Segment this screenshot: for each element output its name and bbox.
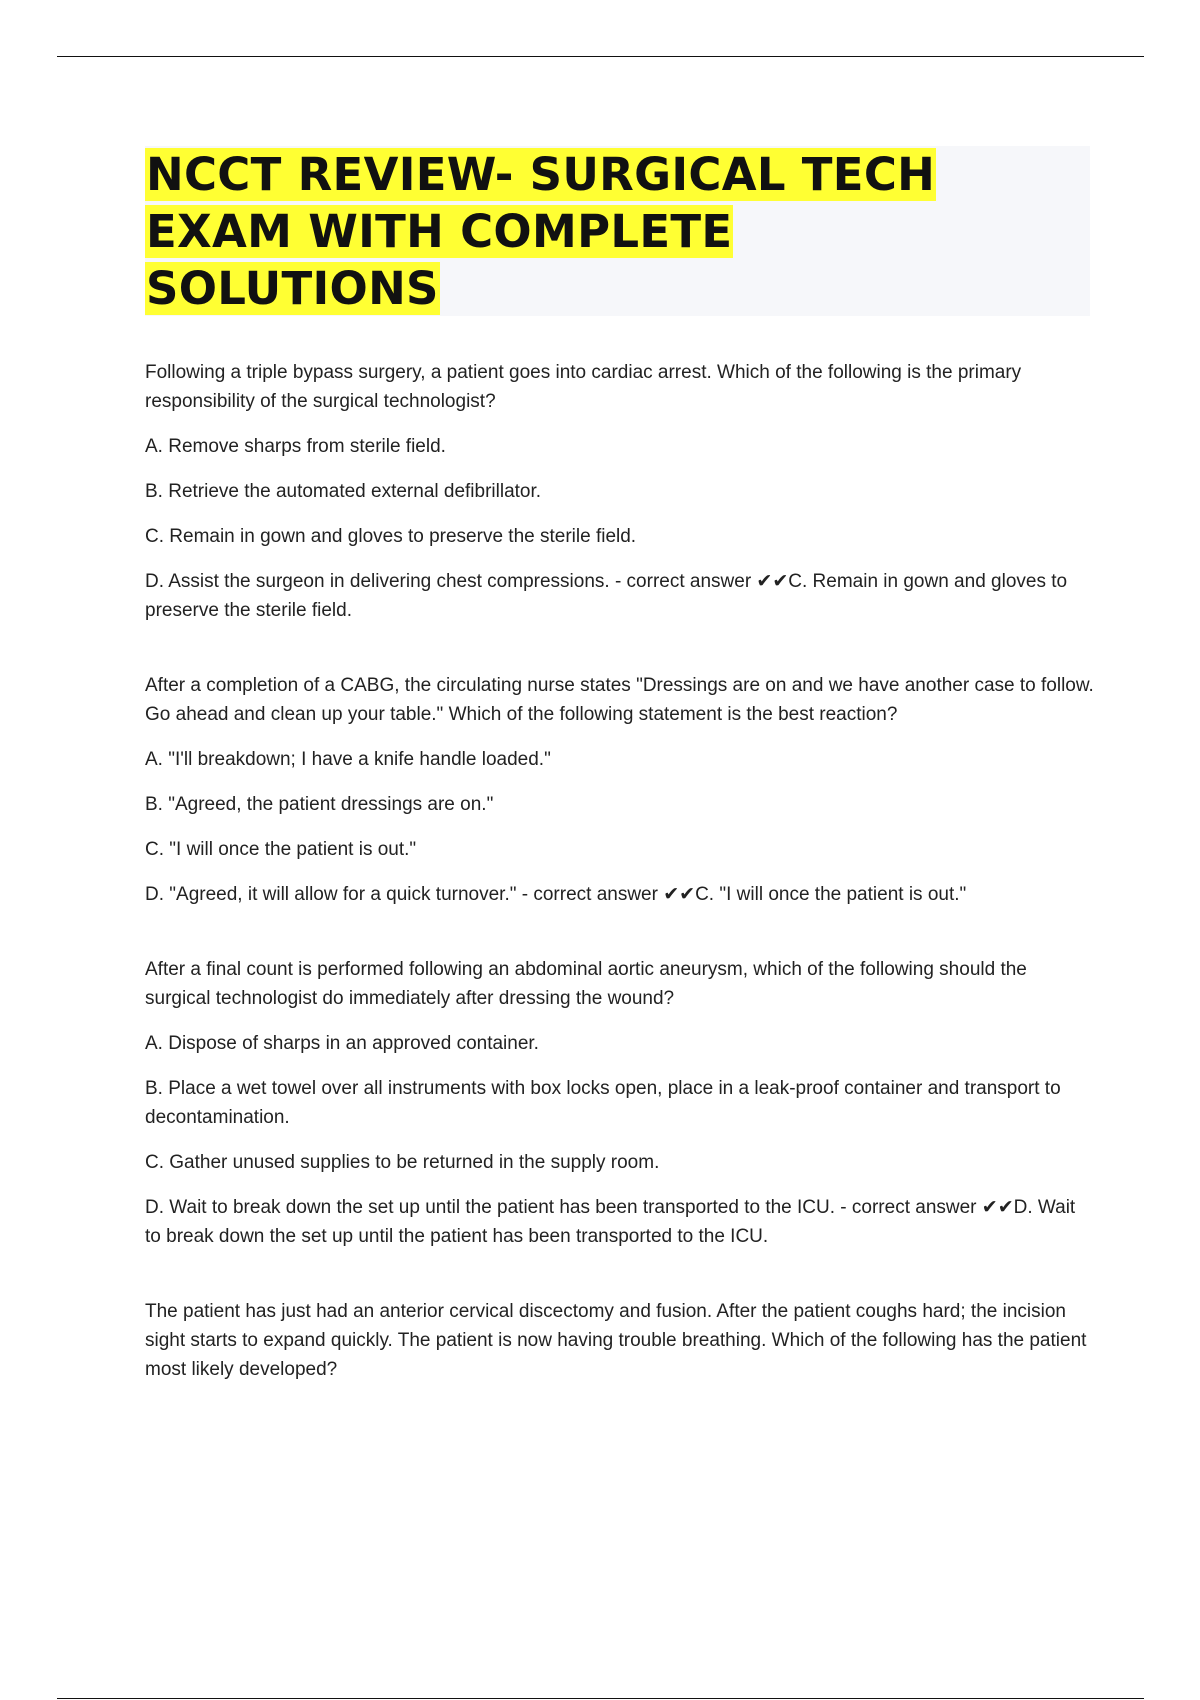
answer-option: A. Dispose of sharps in an approved container. <box>145 1033 539 1054</box>
question-item <box>145 358 1095 625</box>
question-text: Following a triple bypass surgery, a patient goes into cardiac arrest. Which of the following is the primary responsibility of the surgical technologist? <box>145 362 1022 412</box>
answer-option: D. "Agreed, it will allow for a quick turnover." - correct answer ✔✔C. "I will once the patient is out." <box>145 884 967 905</box>
answer-option: A. Remove sharps from sterile field. <box>145 436 446 457</box>
title-block <box>145 146 1090 316</box>
question-text: After a final count is performed following an abdominal aortic aneurysm, which of the following should the surgical technologist do immediately after dressing the wound? <box>145 959 1027 1009</box>
question-text: After a completion of a CABG, the circulating nurse states "Dressings are on and we have another case to follow. Go ahead and clean up your table." Which of the following statement is the best reaction? <box>145 675 1094 725</box>
questions-list <box>145 358 1095 1430</box>
answer-option: B. "Agreed, the patient dressings are on." <box>145 794 494 815</box>
answer-option: B. Retrieve the automated external defibrillator. <box>145 481 542 502</box>
question-item <box>145 1297 1095 1384</box>
answer-option: B. Place a wet towel over all instruments with box locks open, place in a leak-proof container and transport to decontamination. <box>145 1078 1061 1128</box>
title-line: SOLUTIONS <box>146 262 439 315</box>
answer-option: D. Wait to break down the set up until the patient has been transported to the ICU. - correct answer ✔✔D. Wait to break down the set up until the patient has been transported to the ICU. <box>145 1197 1076 1247</box>
title-line: NCCT REVIEW- SURGICAL TECH <box>146 148 936 201</box>
document-title <box>145 146 1090 317</box>
answer-option: C. Remain in gown and gloves to preserve the sterile field. <box>145 526 637 547</box>
answer-option: C. "I will once the patient is out." <box>145 839 417 860</box>
footer-rule <box>57 1698 1144 1699</box>
header-rule <box>57 56 1144 57</box>
answer-option: C. Gather unused supplies to be returned in the supply room. <box>145 1152 660 1173</box>
answer-option: A. "I'll breakdown; I have a knife handle loaded." <box>145 749 551 770</box>
question-text: The patient has just had an anterior cervical discectomy and fusion. After the patient coughs hard; the incision sight starts to expand quickly. The patient is now having trouble breathing. Which of the following has the patient most likely developed? <box>145 1301 1087 1380</box>
question-item <box>145 955 1095 1251</box>
title-line: EXAM WITH COMPLETE <box>146 205 733 258</box>
answer-option: D. Assist the surgeon in delivering chest compressions. - correct answer ✔✔C. Remain in gown and gloves to preserve the sterile field. <box>145 571 1068 621</box>
question-item <box>145 671 1095 909</box>
